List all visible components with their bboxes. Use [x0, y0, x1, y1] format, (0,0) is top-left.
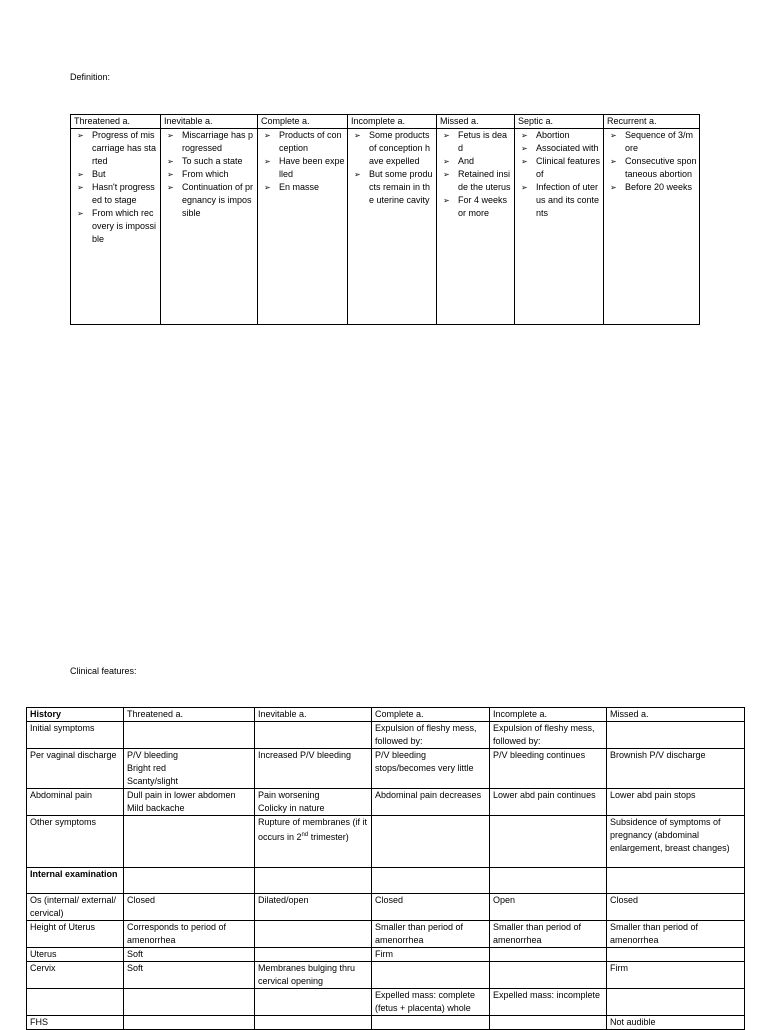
clinical-cell: Smaller than period of amenorrhea	[490, 921, 607, 948]
bullet-item: ➢ But some products remain in the uterine cavity	[348, 168, 436, 207]
clinical-cell: Soft	[124, 962, 255, 989]
bullet-list	[348, 129, 436, 207]
clinical-cell: Expelled mass: incomplete	[490, 989, 607, 1016]
bullet-item: ➢ But	[71, 168, 160, 181]
bullet-list	[604, 129, 699, 194]
clinical-cell	[255, 948, 372, 962]
clinical-cell	[607, 722, 745, 749]
clinical-features-table	[26, 707, 745, 1030]
clinical-header-cell: Incomplete a.	[490, 708, 607, 722]
clinical-cell: P/V bleeding stops/becomes very little	[372, 749, 490, 789]
clinical-row	[27, 749, 745, 789]
clinical-cell	[124, 816, 255, 868]
clinical-cell	[490, 816, 607, 868]
bullet-item: ➢ Associated with	[515, 142, 603, 155]
bullet-item: ➢ To such a state	[161, 155, 257, 168]
clinical-row-label: Os (internal/ external/ cervical)	[27, 894, 124, 921]
bullet-list	[437, 129, 514, 220]
clinical-cell: Abdominal pain decreases	[372, 789, 490, 816]
clinical-cell	[490, 948, 607, 962]
bullet-item: ➢ Consecutive spontaneous abortion	[604, 155, 699, 181]
definition-cell	[258, 129, 348, 325]
clinical-cell: Smaller than period of amenorrhea	[372, 921, 490, 948]
bullet-item: ➢ Have been expelled	[258, 155, 347, 181]
clinical-cell: Smaller than period of amenorrhea	[607, 921, 745, 948]
clinical-cell	[124, 722, 255, 749]
bullet-item: ➢ Before 20 weeks	[604, 181, 699, 194]
clinical-cell: P/V bleeding continues	[490, 749, 607, 789]
clinical-cell	[255, 868, 372, 894]
clinical-cell	[255, 989, 372, 1016]
clinical-header-cell: Missed a.	[607, 708, 745, 722]
clinical-cell	[255, 921, 372, 948]
bullet-item: ➢ From which	[161, 168, 257, 181]
clinical-cell	[607, 948, 745, 962]
clinical-cell	[255, 722, 372, 749]
clinical-cell: Closed	[124, 894, 255, 921]
clinical-row-label: Uterus	[27, 948, 124, 962]
clinical-cell: Lower abd pain stops	[607, 789, 745, 816]
clinical-cell: Membranes bulging thru cervical opening	[255, 962, 372, 989]
bullet-list	[258, 129, 347, 194]
bullet-item: ➢ Retained inside the uterus	[437, 168, 514, 194]
clinical-cell: Pain worsening Colicky in nature	[255, 789, 372, 816]
clinical-row	[27, 962, 745, 989]
bullet-item: ➢ Abortion	[515, 129, 603, 142]
definition-table	[70, 114, 700, 325]
clinical-cell	[124, 868, 255, 894]
clinical-cell	[372, 868, 490, 894]
clinical-header-cell: Inevitable a.	[255, 708, 372, 722]
definition-cell	[348, 129, 437, 325]
clinical-row	[27, 921, 745, 948]
definition-header-cell: Recurrent a.	[604, 115, 700, 129]
bullet-list	[71, 129, 160, 246]
clinical-cell: Expulsion of fleshy mess, followed by:	[372, 722, 490, 749]
clinical-cell	[124, 1016, 255, 1030]
bullet-item: ➢ Infection of uterus and its contents	[515, 181, 603, 220]
definition-body-row	[71, 129, 700, 325]
clinical-cell: Dilated/open	[255, 894, 372, 921]
clinical-row	[27, 722, 745, 749]
definition-cell	[437, 129, 515, 325]
clinical-cell: Increased P/V bleeding	[255, 749, 372, 789]
clinical-cell: Closed	[607, 894, 745, 921]
definition-cell	[161, 129, 258, 325]
clinical-cell	[607, 868, 745, 894]
clinical-cell: Soft	[124, 948, 255, 962]
bullet-item: ➢ Products of conception	[258, 129, 347, 155]
clinical-cell	[490, 1016, 607, 1030]
clinical-cell: Rupture of membranes (if it occurs in 2nd trimester)	[255, 816, 372, 868]
clinical-header-row	[27, 708, 745, 722]
bullet-item: ➢ Clinical features of	[515, 155, 603, 181]
clinical-row	[27, 989, 745, 1016]
clinical-header-cell: History	[27, 708, 124, 722]
clinical-cell	[372, 1016, 490, 1030]
clinical-cell	[490, 868, 607, 894]
clinical-cell	[372, 962, 490, 989]
definition-header-cell: Inevitable a.	[161, 115, 258, 129]
definition-cell	[515, 129, 604, 325]
bullet-item: ➢ For 4 weeks or more	[437, 194, 514, 220]
clinical-row	[27, 789, 745, 816]
clinical-row-label: Other symptoms	[27, 816, 124, 868]
bullet-list	[161, 129, 257, 220]
clinical-cell	[124, 989, 255, 1016]
clinical-row	[27, 868, 745, 894]
definition-header-cell: Threatened a.	[71, 115, 161, 129]
bullet-item: ➢ Progress of miscarriage has started	[71, 129, 160, 168]
clinical-cell: Corresponds to period of amenorrhea	[124, 921, 255, 948]
clinical-row	[27, 1016, 745, 1030]
definition-header-cell: Missed a.	[437, 115, 515, 129]
definition-header-cell: Septic a.	[515, 115, 604, 129]
definition-cell	[604, 129, 700, 325]
clinical-row-label: Initial symptoms	[27, 722, 124, 749]
clinical-row-label: Height of Uterus	[27, 921, 124, 948]
clinical-cell: P/V bleeding Bright red Scanty/slight	[124, 749, 255, 789]
definition-header-row	[71, 115, 700, 129]
clinical-cell: Dull pain in lower abdomen Mild backache	[124, 789, 255, 816]
clinical-cell	[255, 1016, 372, 1030]
clinical-features-heading: Clinical features:	[70, 666, 137, 676]
bullet-list	[515, 129, 603, 220]
definition-heading: Definition:	[70, 72, 111, 82]
clinical-cell	[490, 962, 607, 989]
clinical-cell: Subsidence of symptoms of pregnancy (abdominal enlargement, breast changes)	[607, 816, 745, 868]
clinical-row-label: Abdominal pain	[27, 789, 124, 816]
bullet-item: ➢ Miscarriage has progressed	[161, 129, 257, 155]
clinical-cell: Open	[490, 894, 607, 921]
clinical-cell	[607, 989, 745, 1016]
clinical-header-cell: Complete a.	[372, 708, 490, 722]
clinical-cell: Closed	[372, 894, 490, 921]
bullet-item: ➢ En masse	[258, 181, 347, 194]
definition-header-cell: Incomplete a.	[348, 115, 437, 129]
clinical-cell: Not audible	[607, 1016, 745, 1030]
definition-cell	[71, 129, 161, 325]
clinical-row	[27, 894, 745, 921]
clinical-cell: Firm	[372, 948, 490, 962]
clinical-row	[27, 948, 745, 962]
clinical-row-label: Internal examination	[27, 868, 124, 894]
clinical-cell: Firm	[607, 962, 745, 989]
clinical-cell: Brownish P/V discharge	[607, 749, 745, 789]
clinical-row-label	[27, 989, 124, 1016]
clinical-cell: Expulsion of fleshy mess, followed by:	[490, 722, 607, 749]
clinical-header-cell: Threatened a.	[124, 708, 255, 722]
clinical-row-label: Per vaginal discharge	[27, 749, 124, 789]
definition-header-cell: Complete a.	[258, 115, 348, 129]
bullet-item: ➢ Continuation of pregnancy is impossible	[161, 181, 257, 220]
bullet-item: ➢ Fetus is dead	[437, 129, 514, 155]
bullet-item: ➢ Sequence of 3/more	[604, 129, 699, 155]
clinical-row-label: FHS	[27, 1016, 124, 1030]
clinical-cell	[372, 816, 490, 868]
bullet-item: ➢ And	[437, 155, 514, 168]
bullet-item: ➢ Some products of conception have expelled	[348, 129, 436, 168]
clinical-cell: Expelled mass: complete (fetus + placenta) whole	[372, 989, 490, 1016]
clinical-row	[27, 816, 745, 868]
clinical-row-label: Cervix	[27, 962, 124, 989]
bullet-item: ➢ Hasn't progressed to stage	[71, 181, 160, 207]
clinical-cell: Lower abd pain continues	[490, 789, 607, 816]
bullet-item: ➢ From which recovery is impossible	[71, 207, 160, 246]
